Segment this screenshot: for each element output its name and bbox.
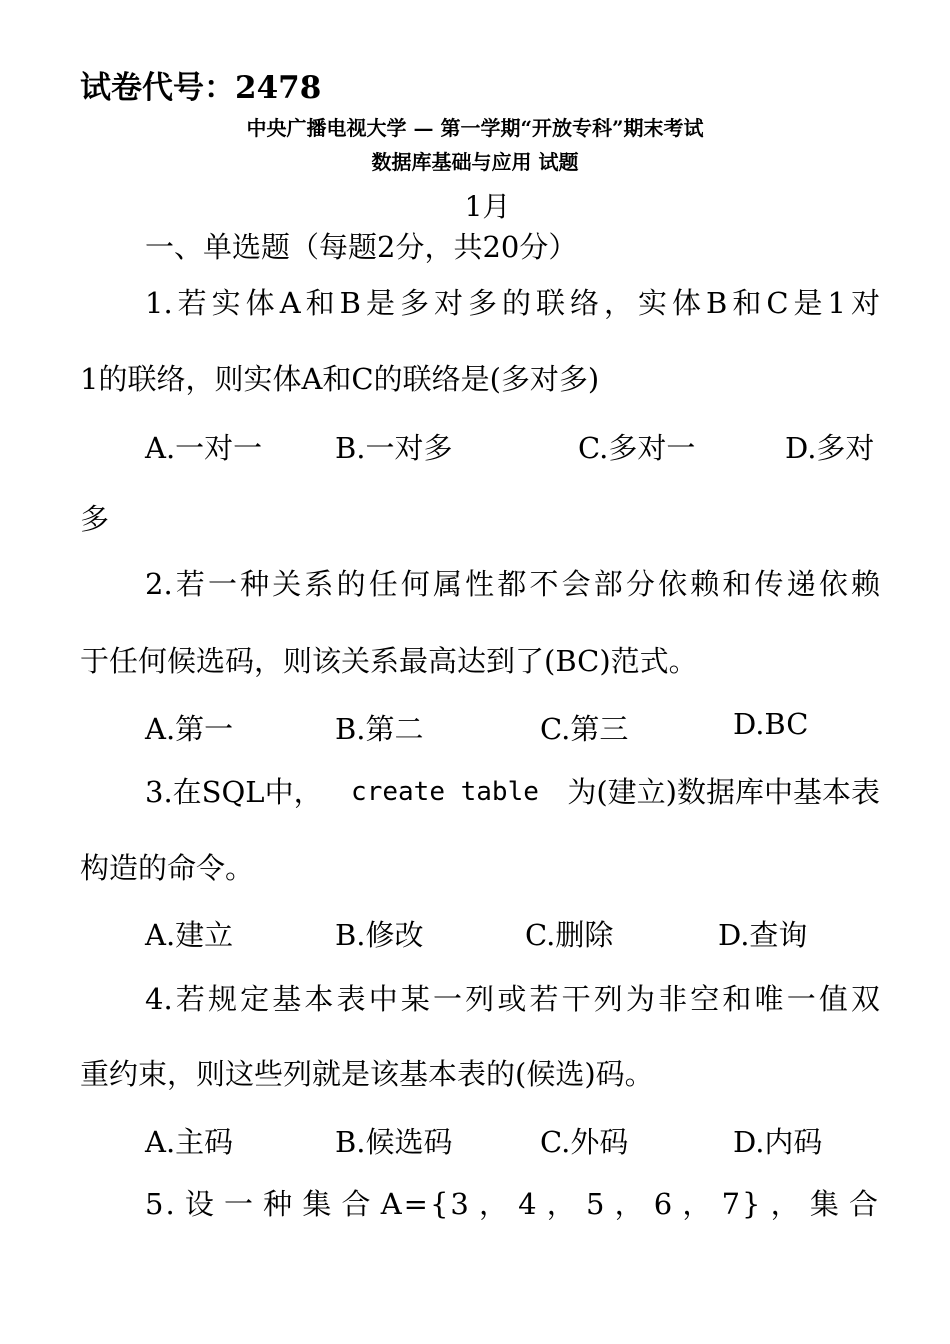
question-4-option-b: B.候选码 [335, 1125, 453, 1159]
question-4-option-c: C.外码 [540, 1125, 629, 1159]
exam-code: 试卷代号：2478 [80, 70, 322, 106]
question-2-option-b: B.第二 [335, 712, 424, 746]
question-2-option-a: A.第一 [145, 712, 234, 746]
question-3-line-1 [145, 773, 880, 811]
question-3-line-1-pre: 3.在SQL中， [145, 775, 323, 809]
question-1-option-a: A.一对一 [145, 431, 263, 465]
question-3-line-2: 构造的命令。 [80, 851, 255, 885]
exam-subject-title: 数据库基础与应用 试题 [371, 150, 579, 174]
question-2-line-2: 于任何候选码，则该关系最高达到了(BC)范式。 [80, 644, 698, 678]
question-1-line-2: 1的联络，则实体A和C的联络是(多对多) [80, 362, 600, 396]
question-4-line-2: 重约束，则这些列就是该基本表的(候选)码。 [80, 1057, 654, 1091]
exam-month: 1月 [464, 190, 511, 223]
question-1-option-c: C.多对一 [578, 431, 696, 465]
question-1-option-b: B.一对多 [335, 431, 453, 465]
question-2-option-d: D.BC [733, 707, 809, 741]
question-4-option-d: D.内码 [733, 1125, 823, 1159]
question-5-line-1: 5.设一种集合A={3，4，5，6，7}，集合 [145, 1187, 880, 1221]
question-1-option-d: D.多对 [785, 431, 875, 465]
question-2-line-1: 2.若一种关系的任何属性都不会部分依赖和传递依赖 [145, 567, 880, 601]
section-title: 一、单选题（每题2分，共20分） [145, 230, 578, 264]
question-3-sql-code: create table [351, 777, 539, 807]
question-2-option-c: C.第三 [540, 712, 629, 746]
question-3-option-a: A.建立 [145, 918, 234, 952]
question-1-line-1: 1.若实体A和B是多对多的联络，实体B和C是1对 [145, 286, 880, 320]
question-3-line-1-post: 为(建立)数据库中基本表 [567, 775, 880, 809]
question-4-option-a: A.主码 [145, 1125, 234, 1159]
question-3-option-c: C.删除 [525, 918, 614, 952]
question-4-line-1: 4.若规定基本表中某一列或若干列为非空和唯一值双 [145, 982, 880, 1016]
question-3-option-d: D.查询 [718, 918, 808, 952]
question-1-option-d-overflow: 多 [80, 502, 110, 536]
exam-university-title: 中央广播电视大学 — 第一学期“开放专科”期末考试 [246, 116, 704, 140]
question-3-option-b: B.修改 [335, 918, 424, 952]
